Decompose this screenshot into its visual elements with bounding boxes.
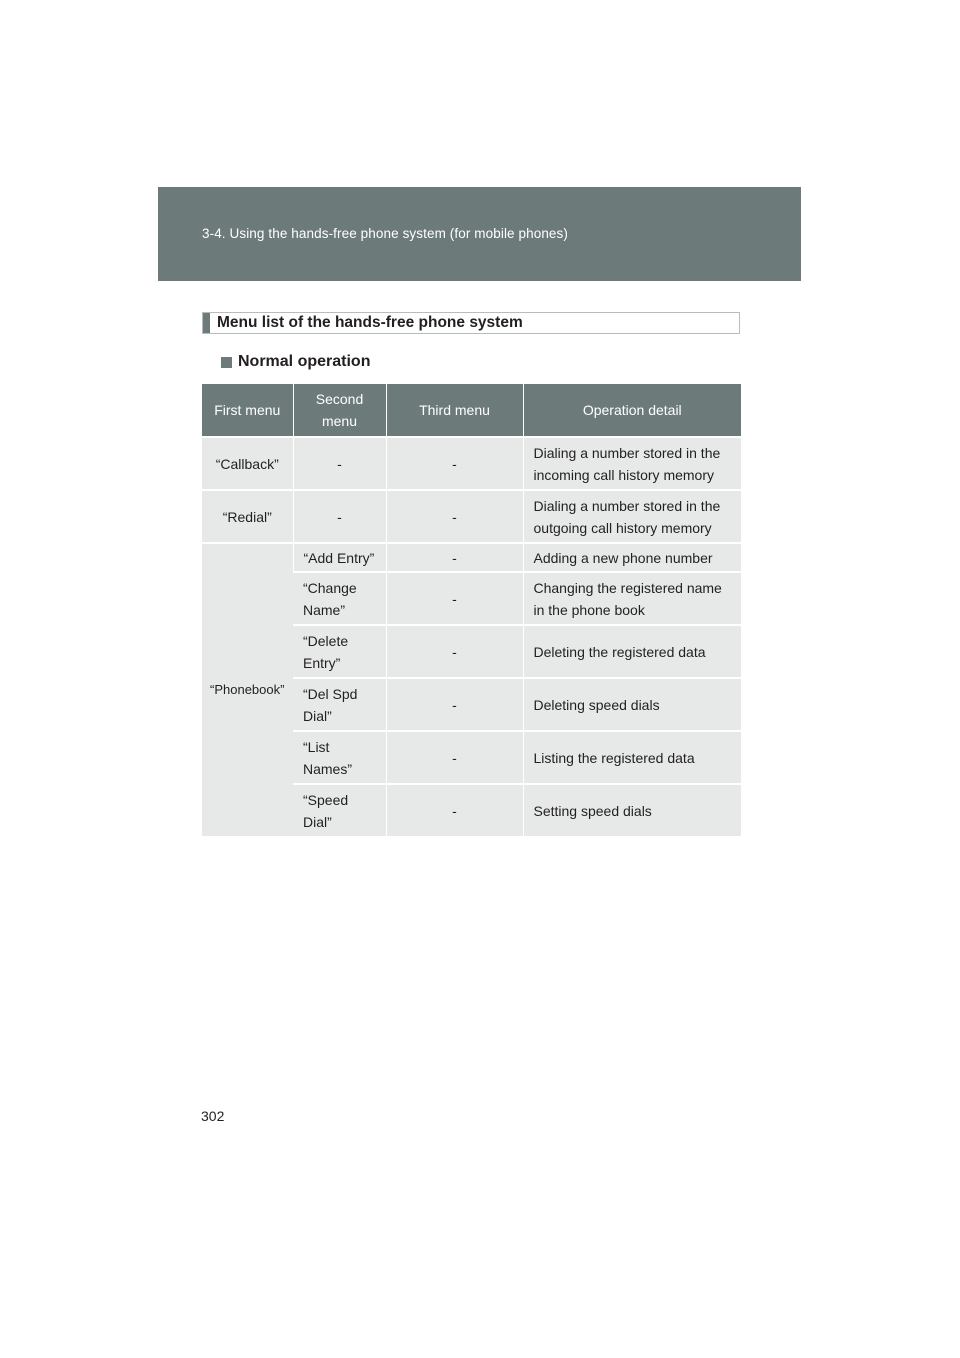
operation-detail-cell: Dialing a number stored in the incoming call history memory	[523, 437, 741, 490]
first-menu-cell: “Phonebook”	[202, 543, 293, 836]
operation-detail-cell: Setting speed dials	[523, 784, 741, 836]
page-number: 302	[201, 1108, 225, 1124]
operation-detail-cell: Deleting the registered data	[523, 625, 741, 678]
operation-detail-cell: Dialing a number stored in the outgoing call history memory	[523, 490, 741, 543]
second-menu-cell: “List Names”	[293, 731, 386, 784]
third-menu-cell: -	[386, 678, 523, 731]
column-header: First menu	[202, 384, 293, 437]
second-menu-cell: -	[293, 437, 386, 490]
third-menu-cell: -	[386, 572, 523, 625]
first-menu-cell: “Redial”	[202, 490, 293, 543]
table-row	[202, 437, 741, 490]
subsection-heading	[221, 353, 370, 371]
subheading-title: Menu list of the hands-free phone system	[217, 314, 523, 331]
third-menu-cell: -	[386, 625, 523, 678]
column-header: Operation detail	[523, 384, 741, 437]
subheading-accent-bar	[203, 313, 210, 333]
operation-detail-cell: Listing the registered data	[523, 731, 741, 784]
third-menu-cell: -	[386, 731, 523, 784]
second-menu-cell: -	[293, 490, 386, 543]
column-header: Second menu	[293, 384, 386, 437]
second-menu-cell: “Delete Entry”	[293, 625, 386, 678]
second-menu-cell: “Speed Dial”	[293, 784, 386, 836]
subsection-title: Normal operation	[238, 353, 371, 370]
third-menu-cell: -	[386, 543, 523, 572]
table-header-row	[202, 384, 741, 437]
second-menu-cell: “Add Entry”	[293, 543, 386, 572]
operation-detail-cell: Adding a new phone number	[523, 543, 741, 572]
section-header-band	[158, 187, 801, 281]
section-title: 3-4. Using the hands-free phone system (for mobile phones)	[202, 226, 568, 241]
square-bullet-icon	[221, 357, 232, 368]
operation-detail-cell: Changing the registered name in the phone book	[523, 572, 741, 625]
second-menu-cell: “Del Spd Dial”	[293, 678, 386, 731]
first-menu-cell: “Callback”	[202, 437, 293, 490]
table-row	[202, 490, 741, 543]
third-menu-cell: -	[386, 437, 523, 490]
menu-table	[202, 384, 741, 836]
table-row	[202, 543, 741, 572]
second-menu-cell: “Change Name”	[293, 572, 386, 625]
column-header: Third menu	[386, 384, 523, 437]
third-menu-cell: -	[386, 784, 523, 836]
operation-detail-cell: Deleting speed dials	[523, 678, 741, 731]
subheading-box	[202, 312, 740, 334]
third-menu-cell: -	[386, 490, 523, 543]
